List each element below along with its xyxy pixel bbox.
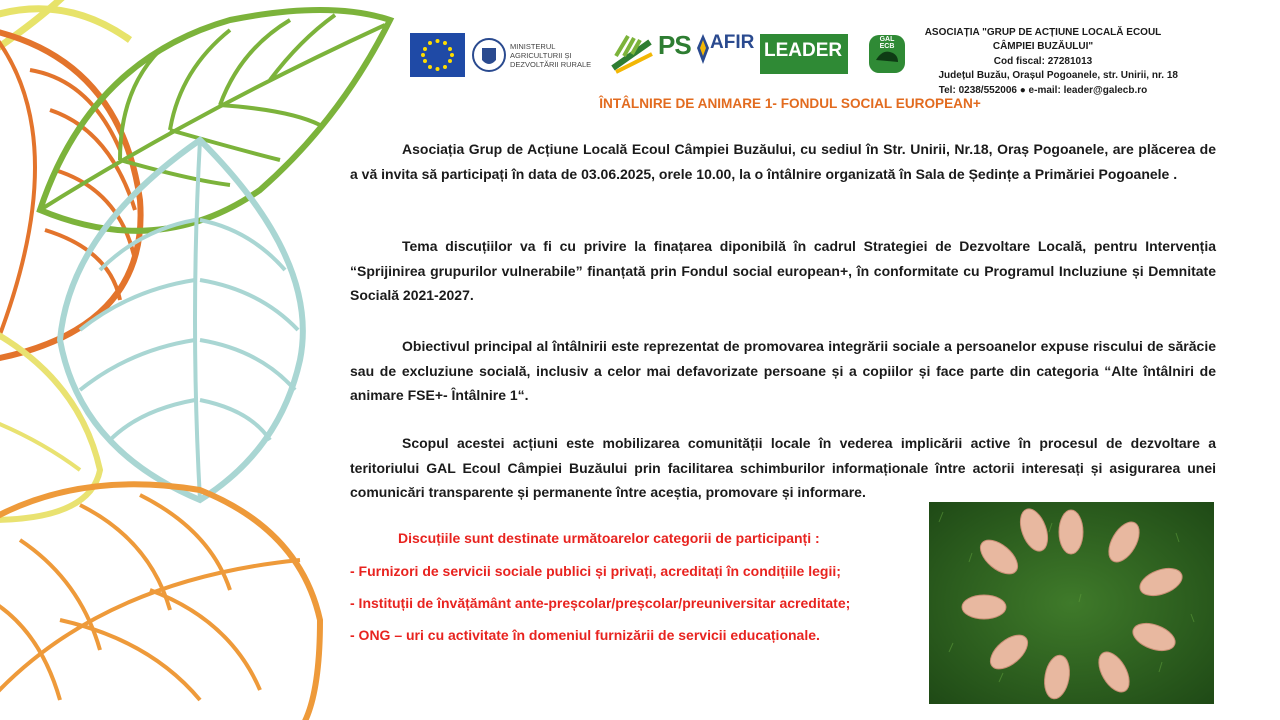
paragraph-objective: [350, 334, 1216, 408]
orange-leaf-bottom: [0, 484, 320, 720]
paragraph-text: Tema discuțiilor va fi cu privire la finațarea diponibilă în cadrul Strategiei de Dezvoltare Locală, pentru Intervenția “Sprijinirea grupurilor vulnerabile” finanțată prin Fondul social european+, în conformitate cu Programul Incluziune și Demnitate Socială 2021-2027.: [350, 238, 1216, 304]
ps-emblem-icon: [608, 28, 654, 76]
org-name: ASOCIAȚIA "GRUP DE ACȚIUNE LOCALĂ ECOUL CÂMPIEI BUZĂULUI": [924, 27, 1162, 53]
afir-logo: [697, 32, 757, 76]
paragraph-text: Scopul acestei acțiuni este mobilizarea comunității locale în vederea implicării active în procesul de dezvoltare a teritoriului GAL Ecoul Câmpiei Buzăului prin facilitarea schimburilor informaționale între actorii interesați și asigurarea unei comunicări transparente și permanente între aceștia, promovare și informare.: [350, 435, 1216, 501]
ministry-logo: [472, 36, 602, 76]
paragraph-text: Asociația Grup de Acțiune Locală Ecoul Câmpiei Buzăului, cu sediul în Str. Unirii, Nr.18, Oraș Pogoanele, are plăcerea de a vă invita să participați în data de 03.06.2025, orele 10.00, la o întâlnire organizată în Sala de Ședințe a Primăriei Pogoanele .: [350, 141, 1216, 182]
participants-intro: Discuțiile sunt destinate următoarelor categorii de participanți :: [398, 530, 820, 546]
hands-circle-photo: [929, 502, 1214, 704]
org-address: Județul Buzău, Orașul Pogoanele, str. Unirii, nr. 18: [938, 70, 1178, 82]
yellow-leaf-lower: [0, 330, 100, 520]
organization-info: [908, 26, 1178, 98]
gal-ecb-label: GAL ECB: [879, 36, 895, 50]
ps-logo: [608, 28, 692, 78]
afir-emblem-icon: [697, 34, 709, 64]
paragraph-purpose: [350, 431, 1216, 505]
participant-item: - Instituții de învățământ ante-preșcolar/preșcolar/preuniversitar acreditate;: [350, 595, 851, 611]
org-contact: Tel: 0238/552006 ● e-mail: leader@galecb.ro: [938, 84, 1148, 96]
leader-label: LEADER: [764, 40, 843, 61]
participant-item: - Furnizori de servicii sociale publici și privați, acreditați în condițiile legii;: [350, 563, 841, 579]
ps-label: PS: [658, 30, 691, 60]
yellow-leaf: [0, 0, 130, 60]
afir-label: AFIR: [710, 32, 755, 53]
page-title: ÎNTÂLNIRE DE ANIMARE 1- FONDUL SOCIAL EUROPEAN+: [599, 96, 981, 111]
eu-flag-logo: [410, 33, 465, 77]
green-leaf: [40, 10, 390, 231]
paragraph-theme: [350, 234, 1216, 308]
paragraph-invitation: [350, 137, 1216, 186]
org-fiscal-code: Cod fiscal: 27281013: [993, 55, 1093, 67]
leader-logo: [760, 34, 848, 74]
coat-of-arms-icon: [472, 36, 506, 74]
ministry-name: MINISTERUL AGRICULTURII ȘI DEZVOLTĂRII RURALE: [510, 42, 592, 69]
participant-item: - ONG – uri cu activitate în domeniul furnizării de servicii educaționale.: [350, 627, 820, 643]
gal-ecb-logo: [868, 34, 906, 74]
paragraph-text: Obiectivul principal al întâlnirii este reprezentat de promovarea integrării sociale a persoanelor expuse riscului de sărăcie sau de excluziune socială, inclusiv a celor mai defavorizate persoane și a copiilor și face parte din categoria “Alte întâlniri de animare FSE+- Întâlnire 1“.: [350, 338, 1216, 404]
